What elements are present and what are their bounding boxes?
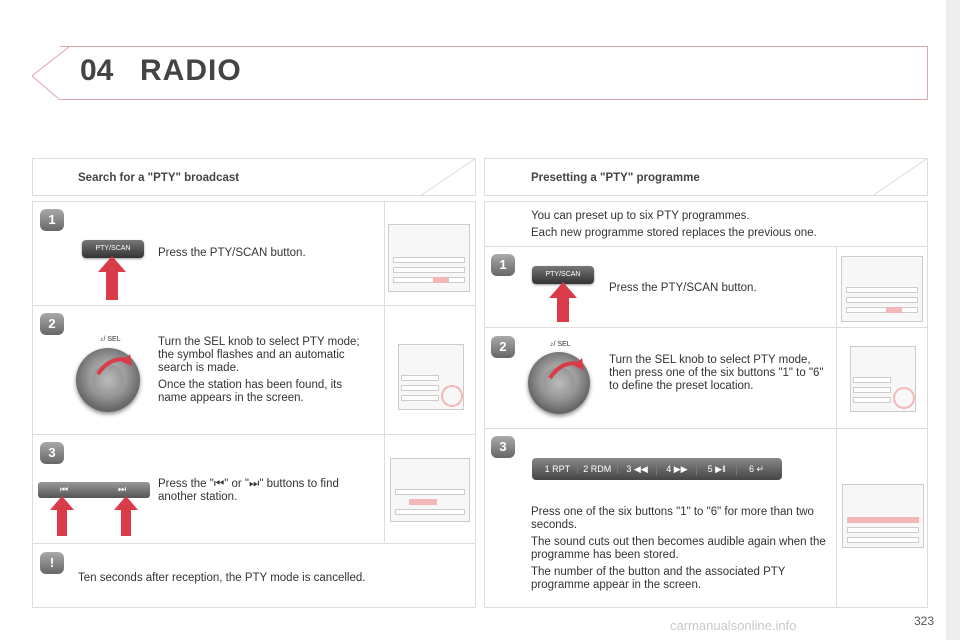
arrow-up-icon (114, 496, 138, 536)
radio-display-thumbnail (842, 484, 924, 548)
step-badge: 2 (40, 313, 64, 335)
step-text: Press one of the six buttons "1" to "6" for more than two seconds. The sound cuts out then becomes audible again when the programme has been stored. The number of the button and the associated PTY programme appear in the screen. (531, 506, 826, 591)
left-divider-2 (33, 434, 475, 435)
seek-buttons-bar: ⏮ ⏭ (38, 482, 150, 498)
radio-display-thumbnail (841, 256, 923, 322)
sel-knob-label: ♪/ SEL (100, 336, 121, 343)
left-section-title: Search for a "PTY" broadcast (78, 172, 240, 184)
step-text: Press the PTY/SCAN button. (609, 282, 757, 294)
left-title-diagonal (420, 158, 476, 196)
right-divider-2 (485, 428, 927, 429)
pty-scan-button: PTY/SCAN (82, 240, 144, 258)
left-divider-1 (33, 305, 475, 306)
step-badge: 2 (491, 336, 515, 358)
preset-button-4: 4 ▶▶ (657, 464, 697, 475)
right-divider-vertical (836, 247, 837, 607)
arrow-up-icon (549, 282, 577, 322)
radio-display-thumbnail (388, 224, 470, 292)
step-text: Turn the SEL knob to select PTY mode, then press one of the six buttons "1" to "6" to define the preset location. (609, 354, 824, 392)
preset-button-5: 5 ▶‖ (697, 464, 737, 475)
arrow-up-icon (98, 256, 126, 300)
page-edge-bar (946, 0, 960, 640)
right-section-title: Presetting a "PTY" programme (531, 172, 700, 184)
sel-knob-label: ♪/ SEL (550, 341, 571, 348)
step-badge: 3 (491, 436, 515, 458)
warning-icon: ! (40, 552, 64, 574)
radio-display-thumbnail (398, 344, 464, 410)
left-divider-vertical (384, 202, 385, 542)
preset-button-3: 3 ◀◀ (618, 464, 658, 475)
arrow-up-icon (50, 496, 74, 536)
preset-button-6: 6 ↵ (749, 463, 765, 474)
left-divider-3 (33, 543, 475, 544)
chapter-title: RADIO (140, 54, 242, 87)
step-text: Press the "⏮" or "⏭" buttons to find another station. (158, 478, 339, 503)
step-badge: 3 (40, 442, 64, 464)
intro-text: You can preset up to six PTY programmes. Each new programme stored replaces the previous one. (531, 210, 817, 239)
right-divider-0 (485, 246, 927, 247)
page-number: 323 (913, 614, 934, 628)
step-badge: 1 (491, 254, 515, 276)
note-text: Ten seconds after reception, the PTY mode is cancelled. (78, 572, 366, 584)
pty-scan-button: PTY/SCAN (532, 266, 594, 284)
radio-display-thumbnail (390, 458, 470, 522)
right-title-diagonal (872, 158, 928, 196)
watermark: carmanualsonline.info (670, 618, 797, 633)
rotate-arrow-icon (548, 356, 584, 382)
step-text: Turn the SEL knob to select PTY mode; the symbol flashes and an automatic search is made. Once the station has been found, its name appears in the screen. (158, 336, 360, 404)
preset-button-1: 1 RPT (538, 464, 578, 474)
step-text: Press the PTY/SCAN button. (158, 247, 306, 259)
step-badge: 1 (40, 209, 64, 231)
radio-display-thumbnail (850, 346, 916, 412)
chapter-number: 04 (80, 54, 114, 87)
rotate-arrow-icon (96, 352, 132, 378)
preset-button-2: 2 RDM (578, 464, 618, 474)
right-divider-1 (485, 327, 927, 328)
preset-buttons-bar (532, 458, 782, 480)
